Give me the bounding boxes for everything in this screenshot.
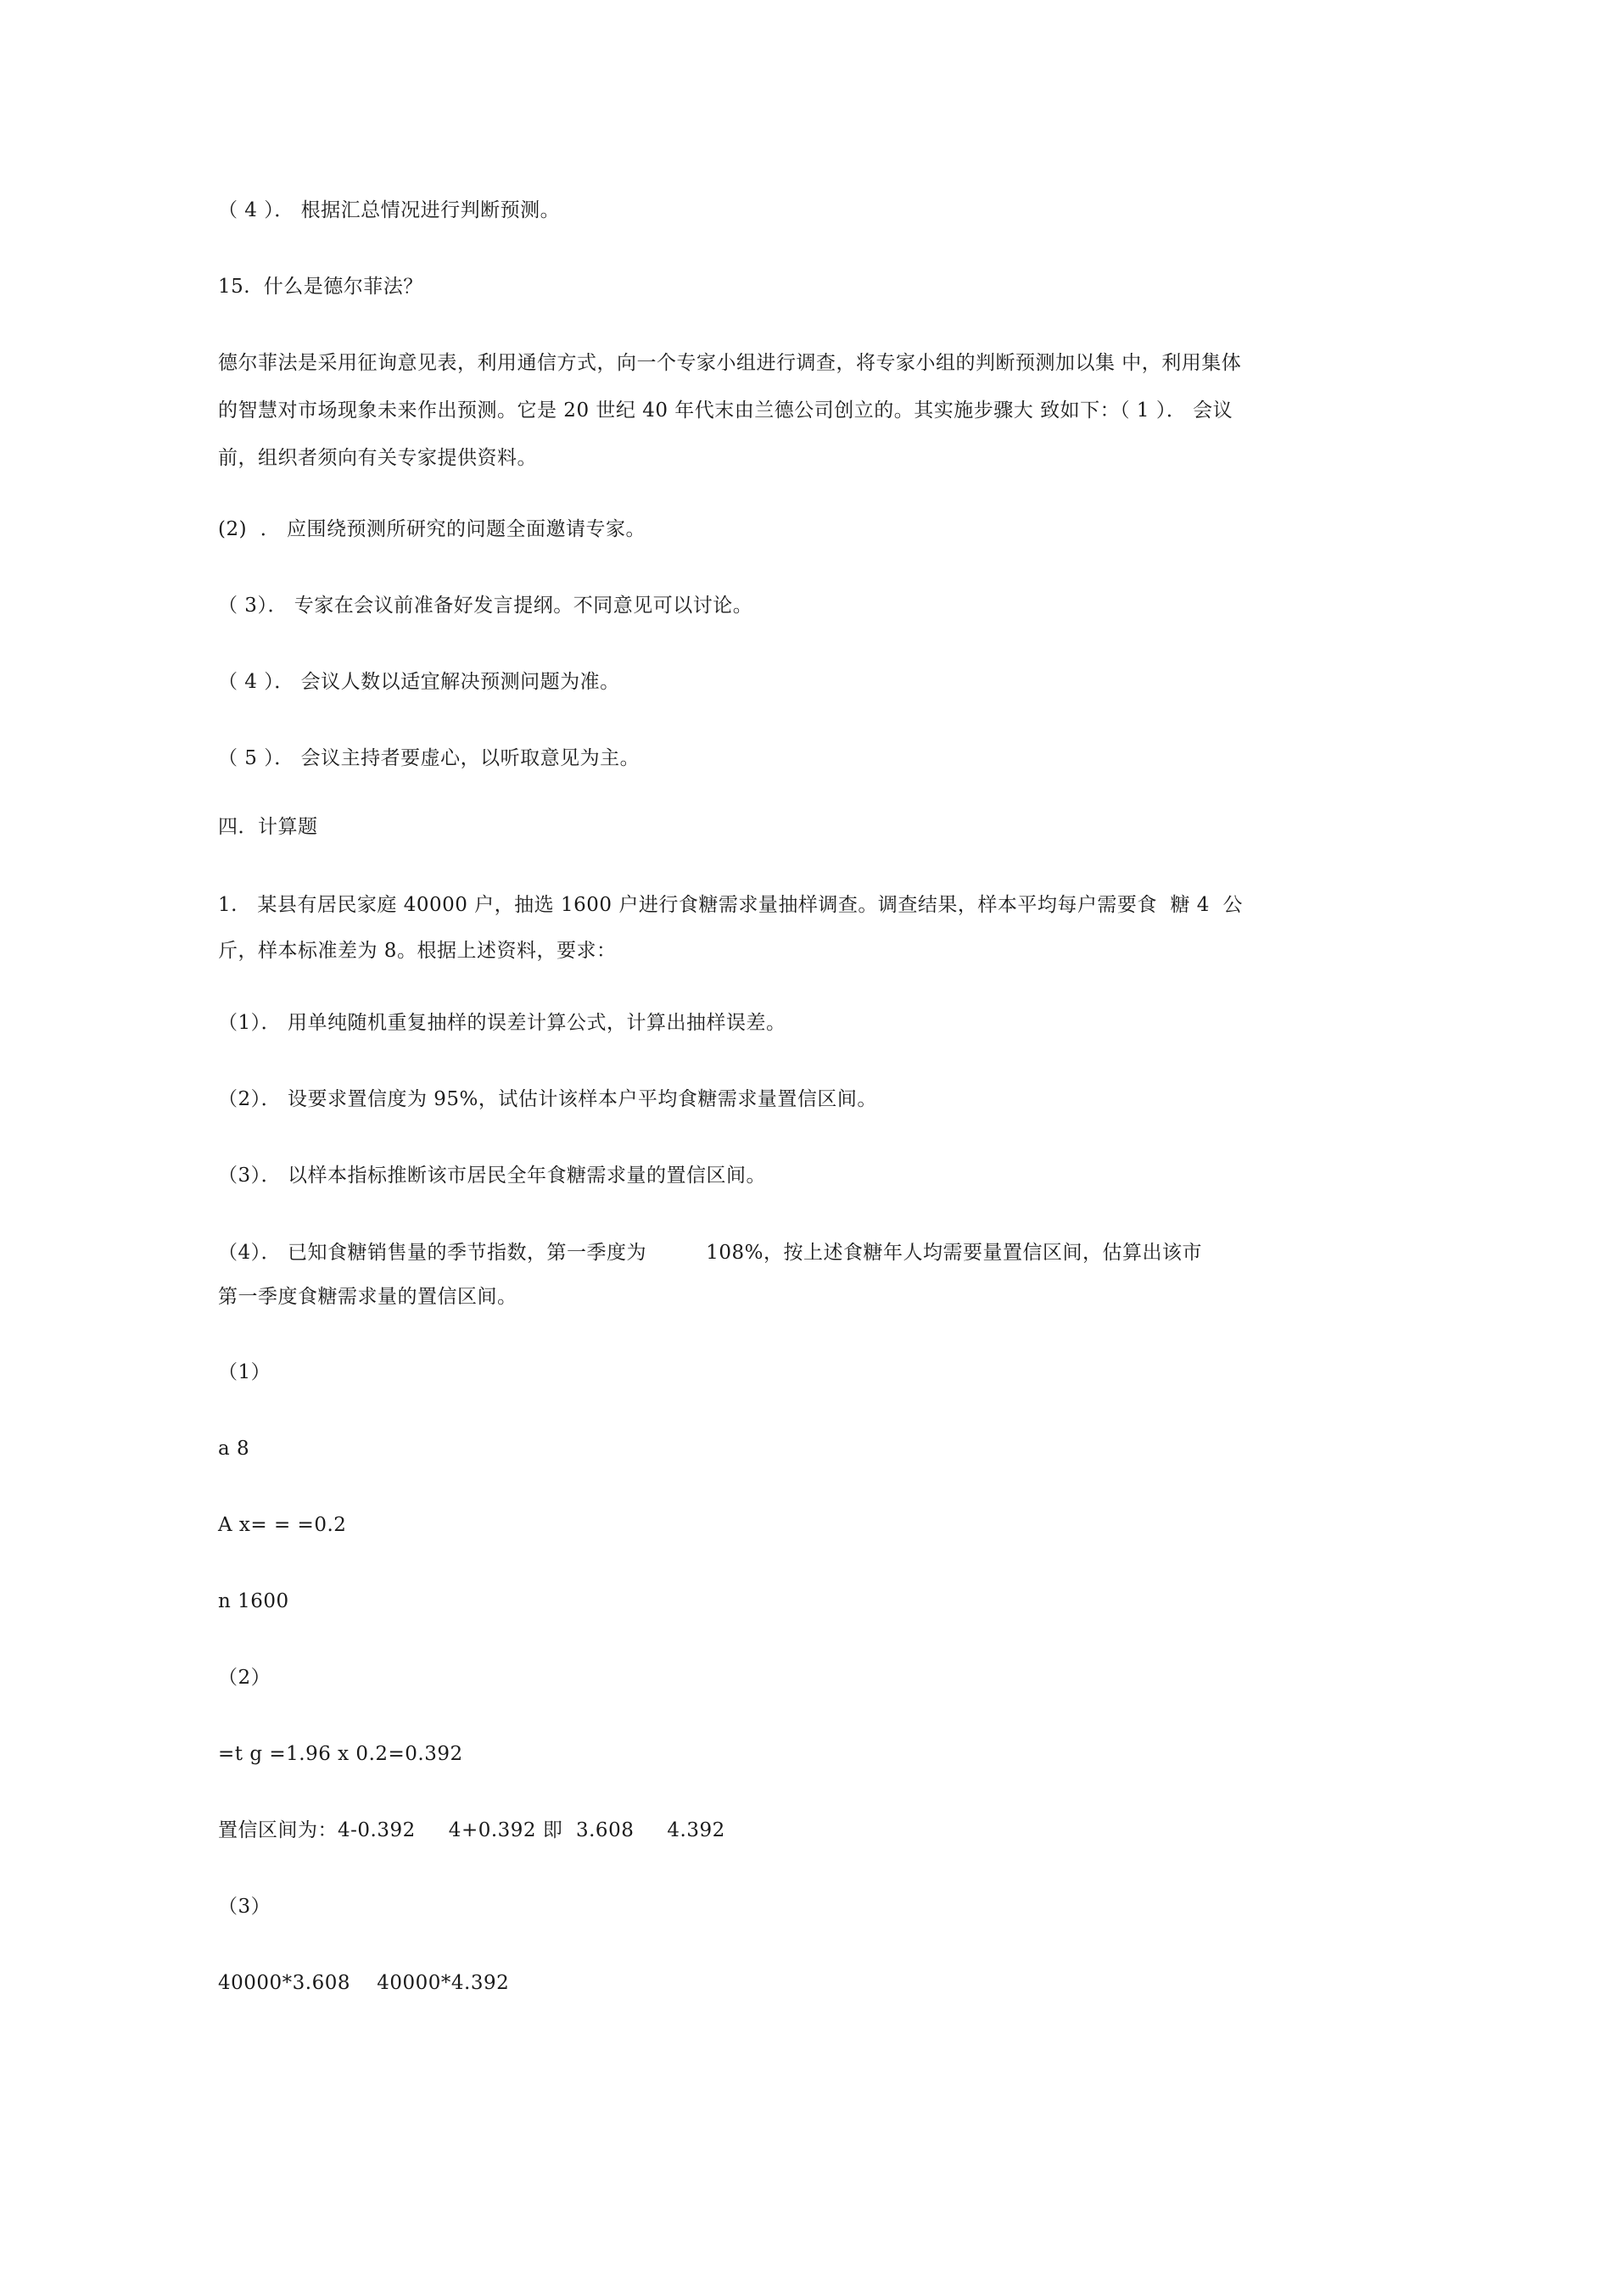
answer-1-label: （1） [218, 1361, 271, 1383]
requirement-4-line-2: 第一季度食糖需求量的置信区间。 [218, 1286, 517, 1308]
answer-3-interval: 40000*3.608 40000*4.392 [218, 1972, 510, 1994]
delphi-paragraph-line-3: 前，组织者须向有关专家提供资料。 [218, 447, 537, 469]
delphi-paragraph-line-1: 德尔菲法是采用征询意见表，利用通信方式，向一个专家小组进行调查，将专家小组的判断预测加以集 中，利用集体 [218, 352, 1242, 374]
delphi-step-5: （ 5 ）． 会议主持者要虚心，以听取意见为主。 [218, 747, 640, 769]
delphi-step-2: (2) ． 应围绕预测所研究的问题全面邀请专家。 [218, 518, 646, 540]
requirement-4-line-1: （4）． 已知食糖销售量的季节指数，第一季度为 108%，按上述食糖年人均需要量置信区间，估算出该市 [218, 1242, 1202, 1264]
requirement-3: （3）． 以样本指标推断该市居民全年食糖需求量的置信区间。 [218, 1165, 766, 1187]
question-15-heading: 15. 什么是德尔菲法？ [218, 276, 423, 298]
answer-1-denominator: n 1600 [218, 1590, 289, 1612]
answer-2-interval: 置信区间为：4-0.392 4+0.392 即 3.608 4.392 [218, 1819, 725, 1841]
delphi-step-3: （ 3）． 专家在会议前准备好发言提纲。不同意见可以讨论。 [218, 595, 753, 617]
answer-1-formula: A x= = =0.2 [218, 1514, 347, 1536]
problem-1-line-2: 斤，样本标准差为 8。根据上述资料，要求： [218, 940, 617, 962]
delphi-step-4: （ 4 ）． 会议人数以适宜解决预测问题为准。 [218, 671, 620, 693]
answer-2-label: （2） [218, 1667, 271, 1689]
requirement-1: （1）． 用单纯随机重复抽样的误差计算公式，计算出抽样误差。 [218, 1012, 786, 1034]
answer-3-label: （3） [218, 1896, 271, 1918]
step-4-line: （ 4 ）． 根据汇总情况进行判断预测。 [218, 199, 561, 221]
section-heading-calculation: 四．计算题 [218, 816, 318, 838]
problem-1-line-1: 1. 某县有居民家庭 40000 户，抽选 1600 户进行食糖需求量抽样调查。调查结果，样本平均每户需要食 糖 4 公 [218, 894, 1244, 916]
answer-2-formula: =t g =1.96 x 0.2=0.392 [218, 1743, 463, 1765]
requirement-2: （2）． 设要求置信度为 95%，试估计该样本户平均食糖需求量置信区间。 [218, 1088, 877, 1110]
delphi-paragraph-line-2: 的智慧对市场现象未来作出预测。它是 20 世纪 40 年代末由兰德公司创立的。其实施步骤大 致如下：（ 1 ）． 会议 [218, 399, 1233, 422]
answer-1-numerator: a 8 [218, 1438, 250, 1460]
